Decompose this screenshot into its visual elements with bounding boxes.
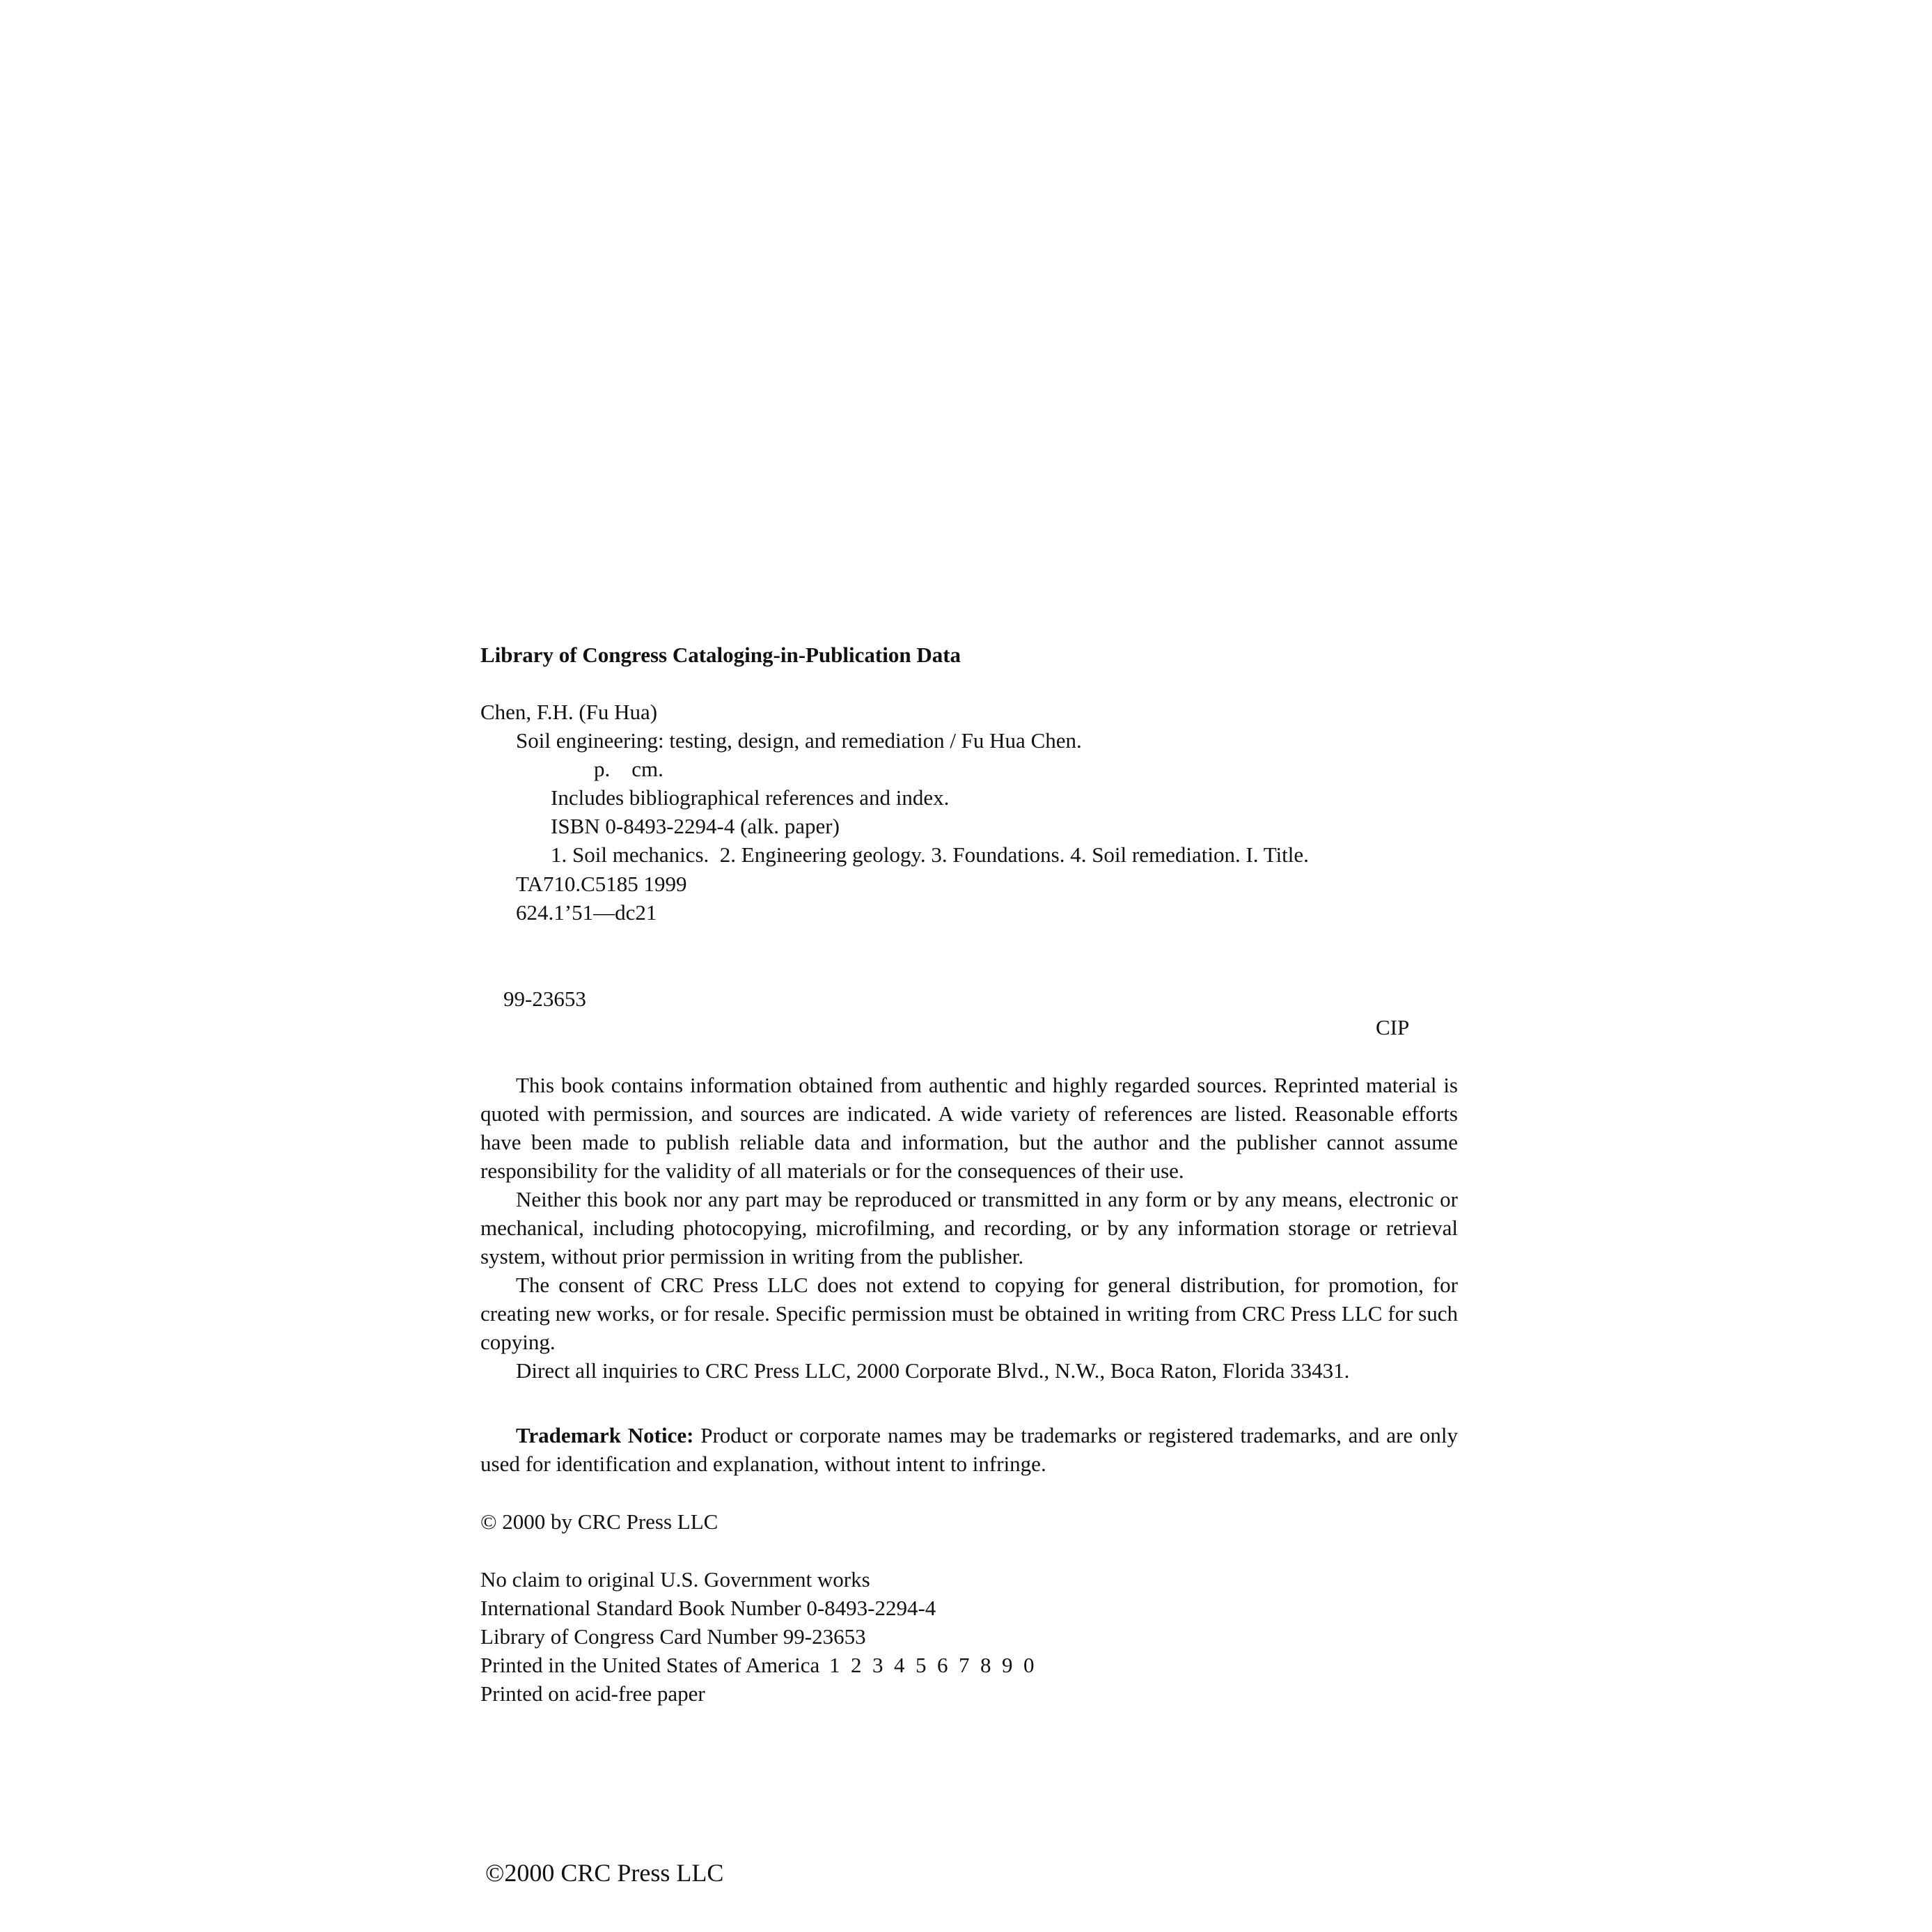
notice-sources: This book contains information obtained from authentic and highly regarded sources. Reprinted material is quoted with permission, and sources are indicated. A wide variety of references are listed. Reasonable efforts have been made to publish reliable data and information, but the author and the publisher cannot assume responsibility for the validity of all materials or for the consequences of their use. [480, 1073, 1458, 1183]
notices-block [480, 1071, 1458, 1385]
cip-lccn: 99-23653 [503, 987, 586, 1011]
cip-isbn: ISBN 0-8493-2294-4 (alk. paper) [551, 814, 840, 838]
lccn-line: Library of Congress Card Number 99-23653 [480, 1624, 866, 1649]
printed-in-text: Printed in the United States of America [480, 1653, 820, 1677]
cip-dewey: 624.1’51—dc21 [516, 900, 657, 925]
cip-pages: p. cm. [594, 757, 663, 781]
trademark-label: Trademark Notice: [516, 1423, 694, 1447]
trademark-block [480, 1421, 1458, 1478]
print-run-numbers: 1 2 3 4 5 6 7 8 9 0 [829, 1653, 1035, 1677]
cip-subjects: 1. Soil mechanics. 2. Engineering geology. 3. Foundations. 4. Soil remediation. I. Title. [551, 842, 1309, 867]
no-claim-line: No claim to original U.S. Government works [480, 1567, 870, 1592]
printed-in-line [480, 1651, 1035, 1679]
cip-heading: Library of Congress Cataloging-in-Publication Data [480, 643, 961, 667]
notice-reproduction: Neither this book nor any part may be reproduced or transmitted in any form or by any means, electronic or mechanical, including photocopying, microfilming, and recording, or by any information storage or retrieval system, without prior permission in writing from the publisher. [480, 1187, 1458, 1269]
notice-consent: The consent of CRC Press LLC does not extend to copying for general distribution, for promotion, for creating new works, or for resale. Specific permission must be obtained in writing from CRC Press LLC for such copying. [480, 1273, 1458, 1354]
cip-includes: Includes bibliographical references and index. [551, 785, 950, 810]
cip-lc-class: TA710.C5185 1999 [516, 872, 687, 896]
footer-copyright: ©2000 CRC Press LLC [485, 1859, 724, 1887]
cip-mark: CIP [1376, 1015, 1410, 1039]
cip-author: Chen, F.H. (Fu Hua) [480, 700, 658, 724]
trademark-text: Product or corporate names may be trademarks or registered trademarks, and are only used for identification and explanation, without intent to infringe. [480, 1423, 1458, 1476]
cip-title-line: Soil engineering: testing, design, and remediation / Fu Hua Chen. [516, 728, 1082, 753]
isbn-line: International Standard Book Number 0-8493-2294-4 [480, 1596, 936, 1620]
trademark-notice [480, 1421, 1458, 1478]
notice-inquiries: Direct all inquiries to CRC Press LLC, 2000 Corporate Blvd., N.W., Boca Raton, Florida 33431. [516, 1358, 1350, 1383]
copyright-line: © 2000 by CRC Press LLC [480, 1509, 718, 1534]
paper-line: Printed on acid-free paper [480, 1681, 705, 1706]
